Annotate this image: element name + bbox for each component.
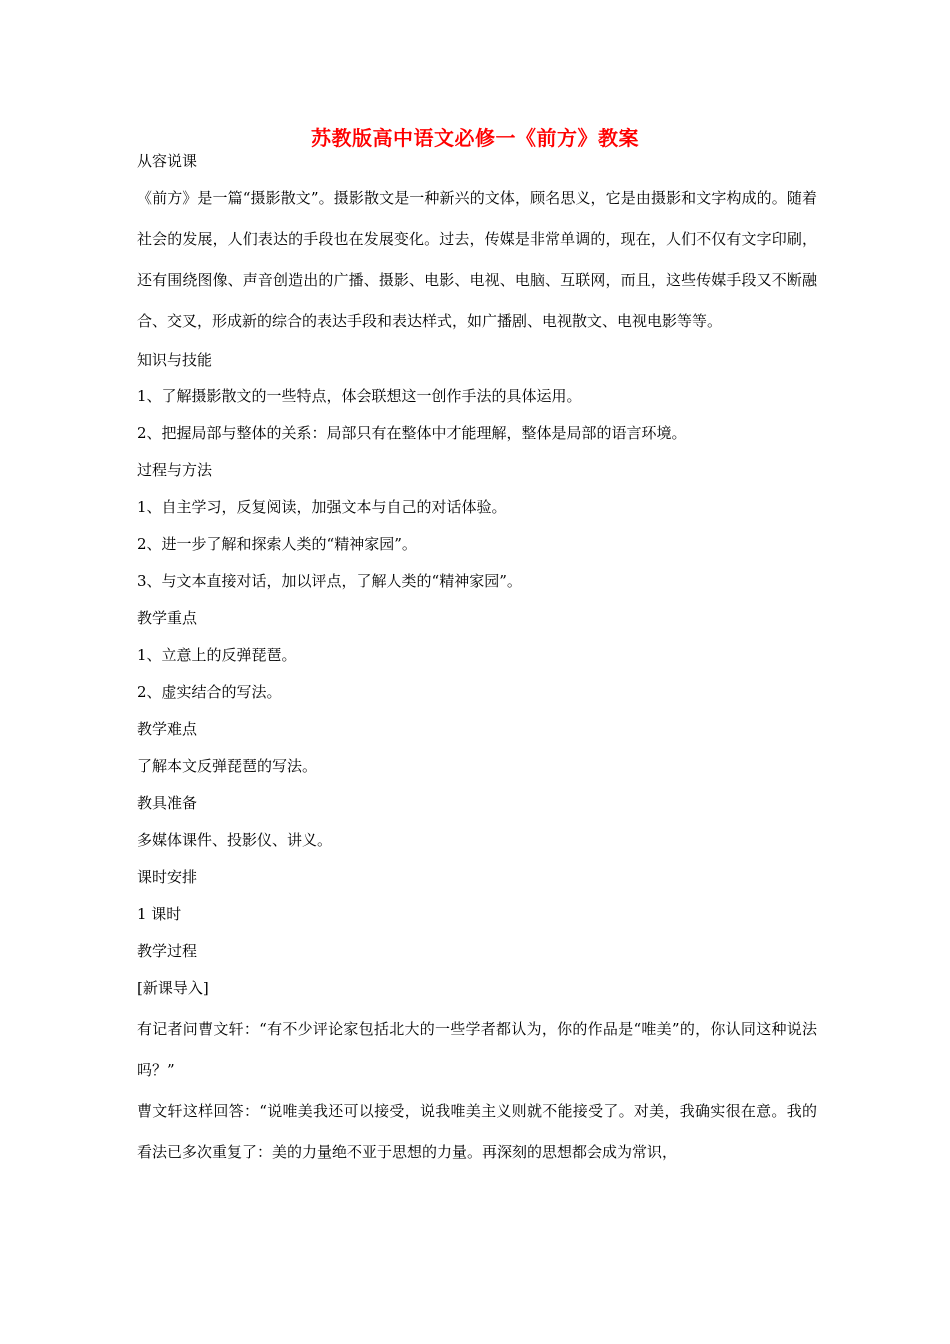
section-heading-intro: 从容说课 xyxy=(137,152,198,170)
schedule-text: 1 课时 xyxy=(137,905,182,923)
section-heading-procedure: 教学过程 xyxy=(137,942,198,960)
section-heading-schedule: 课时安排 xyxy=(137,868,198,886)
document-body xyxy=(137,148,817,1173)
knowledge-item-2: 2、把握局部与整体的关系：局部只有在整体中才能理解，整体是局部的语言环境。 xyxy=(137,424,687,442)
section-heading-key: 教学重点 xyxy=(137,609,198,627)
new-lesson-label: [新课导入] xyxy=(137,979,209,997)
process-item-1: 1、自主学习，反复阅读，加强文本与自己的对话体验。 xyxy=(137,498,507,516)
section-heading-difficulty: 教学难点 xyxy=(137,720,198,738)
paragraph-reporter-question: 有记者问曹文轩：“有不少评论家包括北大的一些学者都认为，你的作品是“唯美”的，你认同这种说法吗？” xyxy=(137,1020,817,1079)
paragraph-cao-answer: 曹文轩这样回答：“说唯美我还可以接受，说我唯美主义则就不能接受了。对美，我确实很在意。我的看法已多次重复了：美的力量绝不亚于思想的力量。再深刻的思想都会成为常识， xyxy=(137,1102,817,1161)
process-item-2: 2、进一步了解和探索人类的“精神家园”。 xyxy=(137,535,417,553)
section-heading-tools: 教具准备 xyxy=(137,794,198,812)
process-item-3: 3、与文本直接对话，加以评点，了解人类的“精神家园”。 xyxy=(137,572,522,590)
difficulty-text: 了解本文反弹琵琶的写法。 xyxy=(137,757,318,775)
section-heading-knowledge: 知识与技能 xyxy=(137,351,213,369)
key-item-2: 2、虚实结合的写法。 xyxy=(137,683,282,701)
section-heading-process: 过程与方法 xyxy=(137,461,213,479)
page-title: 苏教版高中语文必修一《前方》教案 xyxy=(311,126,639,150)
knowledge-item-1: 1、了解摄影散文的一些特点，体会联想这一创作手法的具体运用。 xyxy=(137,387,582,405)
key-item-1: 1、立意上的反弹琵琶。 xyxy=(137,646,297,664)
intro-paragraph: 《前方》是一篇“摄影散文”。摄影散文是一种新兴的文体，顾名思义，它是由摄影和文字构成的。随着社会的发展，人们表达的手段也在发展变化。过去，传媒是非常单调的，现在，人们不仅有文字印刷，还有围绕图像、声音创造出的广播、摄影、电影、电视、电脑、互联网，而且，这些传媒手段又不断融合、交叉，形成新的综合的表达手段和表达样式，如广播剧、电视散文、电视电影等等。 xyxy=(137,189,817,330)
tools-text: 多媒体课件、投影仪、讲义。 xyxy=(137,831,333,849)
